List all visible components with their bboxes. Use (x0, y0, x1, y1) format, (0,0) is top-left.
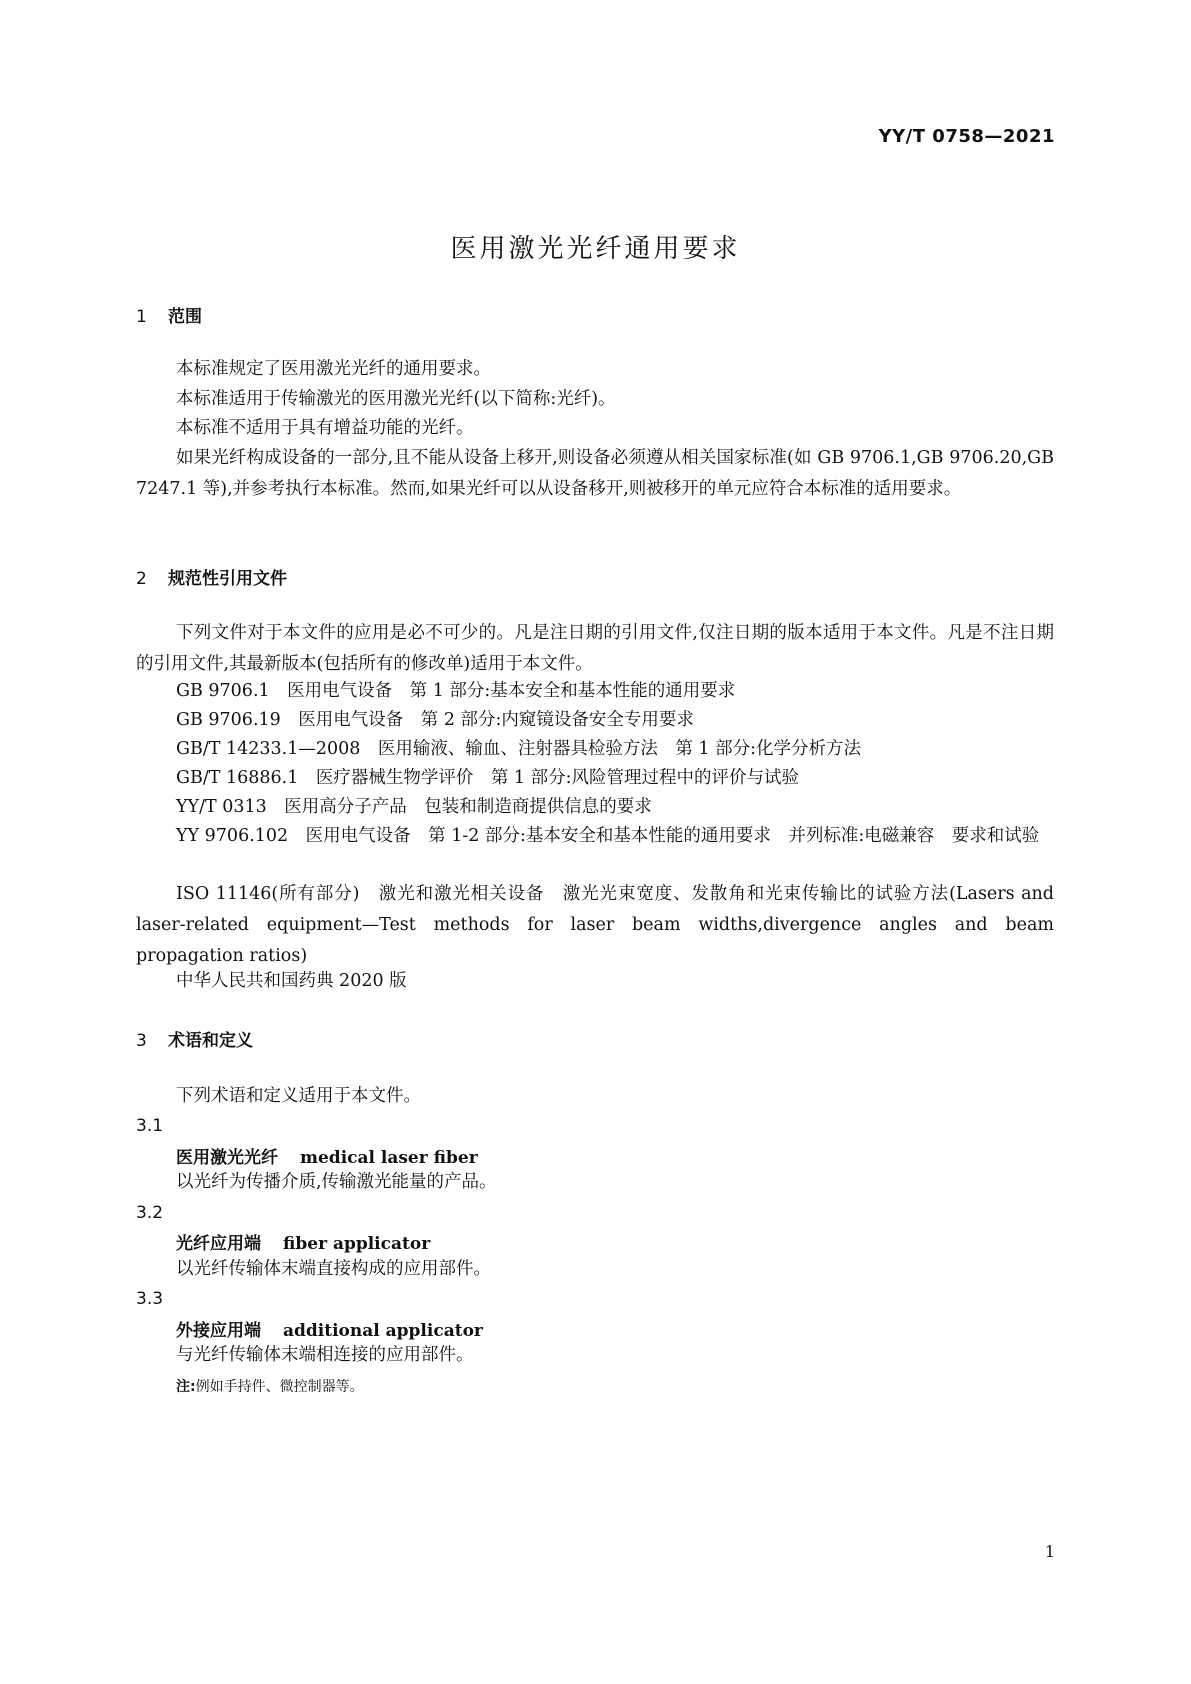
paragraph: 下列术语和定义适用于本文件。 (176, 1086, 421, 1106)
section-number: 3 (136, 1031, 147, 1051)
paragraph: 本标准不适用于具有增益功能的光纤。 (176, 418, 474, 438)
section-heading-scope (136, 302, 202, 327)
standard-code: YY/T 0758—2021 (878, 126, 1055, 147)
reference-item: GB 9706.19 医用电气设备 第 2 部分:内窥镜设备安全专用要求 (176, 710, 694, 730)
note-text: 例如手持件、微控制器等。 (195, 1379, 364, 1395)
page-number: 1 (1044, 1542, 1055, 1561)
note-label: 注: (176, 1379, 196, 1395)
term-name-zh: 外接应用端 (176, 1321, 261, 1341)
term-definition: 以光纤为传播介质,传输激光能量的产品。 (176, 1172, 497, 1192)
term-number: 3.3 (136, 1289, 164, 1309)
term-name-en: fiber applicator (283, 1234, 431, 1254)
reference-item: 中华人民共和国药典 2020 版 (176, 971, 407, 991)
section-title: 范围 (168, 307, 202, 327)
term-name-en: medical laser fiber (300, 1148, 478, 1168)
reference-item: GB 9706.1 医用电气设备 第 1 部分:基本安全和基本性能的通用要求 (176, 681, 736, 701)
section-heading-normative-references (136, 564, 287, 589)
term-definition: 以光纤传输体末端直接构成的应用部件。 (176, 1259, 491, 1279)
section-number: 2 (136, 569, 147, 589)
paragraph: 本标准规定了医用激光光纤的通用要求。 (176, 359, 491, 379)
section-number: 1 (136, 307, 147, 327)
term-name-zh: 医用激光光纤 (176, 1148, 278, 1168)
section-heading-terms (136, 1026, 253, 1051)
term-name-en: additional applicator (283, 1321, 483, 1341)
note (176, 1376, 364, 1396)
reference-item: ISO 11146(所有部分) 激光和激光相关设备 激光光束宽度、发散角和光束传输比的试验方法(Lasers and laser-related equipment—Test methods for laser beam widths,divergence angles and beam propagation ratios) (136, 884, 1054, 966)
reference-item: GB/T 16886.1 医疗器械生物学评价 第 1 部分:风险管理过程中的评价与试验 (176, 768, 799, 788)
reference-item: YY/T 0313 医用高分子产品 包装和制造商提供信息的要求 (176, 797, 652, 817)
paragraph: 下列文件对于本文件的应用是必不可少的。凡是注日期的引用文件,仅注日期的版本适用于本文件。凡是不注日期的引用文件,其最新版本(包括所有的修改单)适用于本文件。 (136, 623, 1054, 674)
reference-item: GB/T 14233.1—2008 医用输液、输血、注射器具检验方法 第 1 部分:化学分析方法 (176, 739, 862, 759)
section-title: 规范性引用文件 (168, 569, 287, 589)
term-name-zh: 光纤应用端 (176, 1234, 261, 1254)
section-title: 术语和定义 (168, 1031, 253, 1051)
term-definition: 与光纤传输体末端相连接的应用部件。 (176, 1345, 474, 1365)
reference-item: YY 9706.102 医用电气设备 第 1-2 部分:基本安全和基本性能的通用要求 并列标准:电磁兼容 要求和试验 (176, 826, 1040, 846)
term-number: 3.2 (136, 1203, 164, 1223)
document-title: 医用激光光纤通用要求 (450, 234, 741, 264)
term-number: 3.1 (136, 1116, 164, 1136)
term-name (176, 1229, 430, 1254)
term-name (176, 1316, 483, 1341)
paragraph: 本标准适用于传输激光的医用激光光纤(以下简称:光纤)。 (176, 389, 616, 409)
paragraph: 如果光纤构成设备的一部分,且不能从设备上移开,则设备必须遵从相关国家标准(如 GB 9706.1,GB 9706.20,GB 7247.1 等),并参考执行本标准。然而,如果光纤可以从设备移开,则被移开的单元应符合本标准的适用要求。 (136, 448, 1054, 499)
term-name (176, 1143, 478, 1168)
